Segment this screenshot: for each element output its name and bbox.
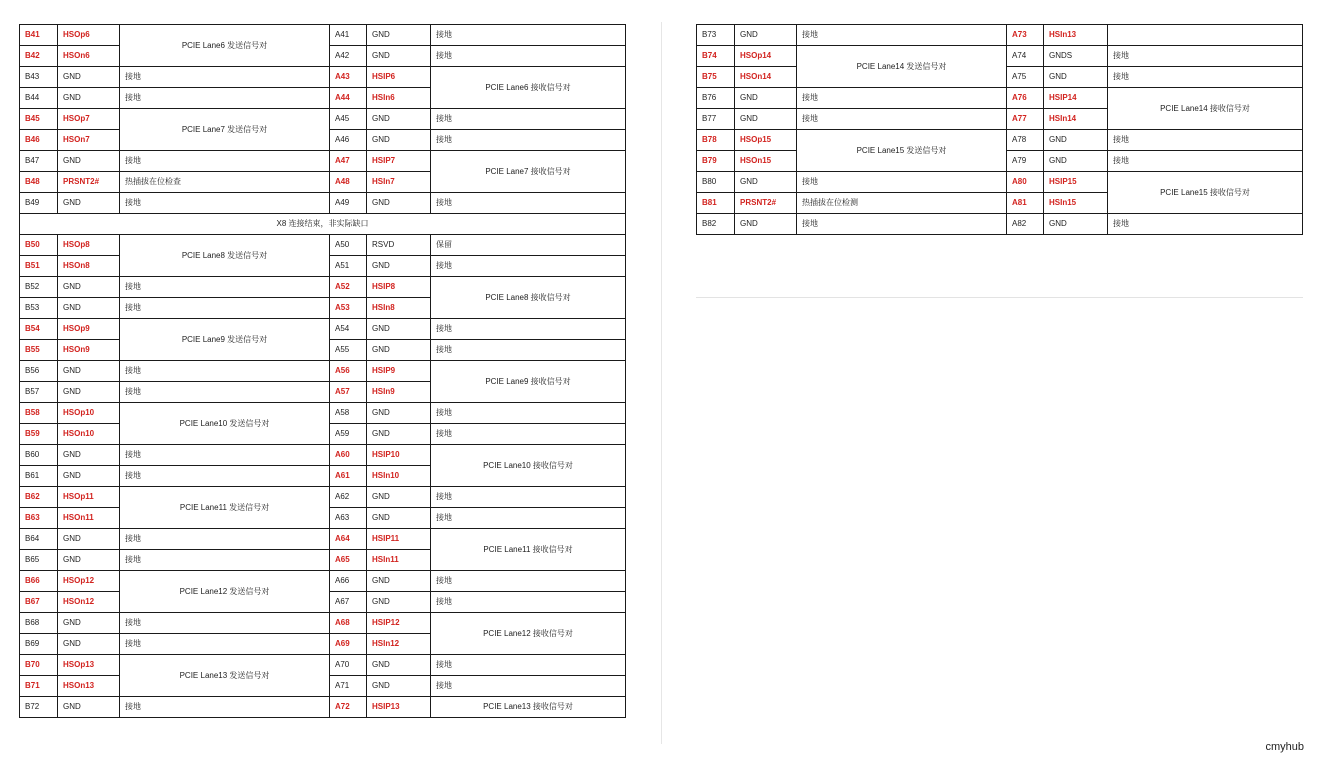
- table-cell: 接地: [431, 571, 626, 592]
- table-cell: B79: [697, 151, 735, 172]
- table-cell: B66: [20, 571, 58, 592]
- table-cell: A57: [330, 382, 367, 403]
- table-cell: 接地: [797, 25, 1007, 46]
- table-cell: A67: [330, 592, 367, 613]
- table-cell: HSOn10: [58, 424, 120, 445]
- table-row: [20, 403, 626, 424]
- pinout-table-left: [19, 24, 626, 718]
- table-cell: 接地: [797, 214, 1007, 235]
- table-cell: 接地: [1108, 130, 1303, 151]
- table-cell: B41: [20, 25, 58, 46]
- table-cell: GND: [58, 361, 120, 382]
- table-cell: 接地: [431, 655, 626, 676]
- table-row: [20, 193, 626, 214]
- table-cell: B64: [20, 529, 58, 550]
- table-cell: GND: [735, 88, 797, 109]
- table-cell: B55: [20, 340, 58, 361]
- table-cell: HSIP7: [367, 151, 431, 172]
- table-cell: A77: [1007, 109, 1044, 130]
- table-cell: GND: [367, 571, 431, 592]
- table-cell: A56: [330, 361, 367, 382]
- table-cell: A52: [330, 277, 367, 298]
- table-cell: B67: [20, 592, 58, 613]
- table-cell: 接地: [1108, 151, 1303, 172]
- table-cell: GND: [58, 88, 120, 109]
- table-row: [20, 487, 626, 508]
- table-cell: A42: [330, 46, 367, 67]
- table-cell: 接地: [431, 25, 626, 46]
- table-cell: GND: [58, 529, 120, 550]
- table-row: [20, 109, 626, 130]
- table-cell: GND: [367, 655, 431, 676]
- table-cell: GND: [367, 130, 431, 151]
- table-row: [20, 361, 626, 382]
- table-cell: B62: [20, 487, 58, 508]
- table-cell: GND: [367, 256, 431, 277]
- table-cell: A59: [330, 424, 367, 445]
- table-cell: B53: [20, 298, 58, 319]
- table-cell: B72: [20, 697, 58, 718]
- table-cell: A51: [330, 256, 367, 277]
- table-cell: HSIP12: [367, 613, 431, 634]
- table-cell: B46: [20, 130, 58, 151]
- page-divider: [661, 22, 662, 744]
- table-cell: B70: [20, 655, 58, 676]
- table-cell: GND: [367, 487, 431, 508]
- table-row: [20, 445, 626, 466]
- table-cell: GND: [1044, 214, 1108, 235]
- table-cell: B65: [20, 550, 58, 571]
- table-cell: 保留: [431, 235, 626, 256]
- table-cell: A60: [330, 445, 367, 466]
- table-cell: 接地: [431, 130, 626, 151]
- table-cell: HSIn11: [367, 550, 431, 571]
- table-row: [20, 214, 626, 235]
- table-cell: HSIP15: [1044, 172, 1108, 193]
- table-cell: HSOn6: [58, 46, 120, 67]
- table-cell: 接地: [120, 697, 330, 718]
- table-cell: A76: [1007, 88, 1044, 109]
- table-cell: 接地: [431, 508, 626, 529]
- table-cell: 接地: [797, 172, 1007, 193]
- table-cell: PCIE Lane14 接收信号对: [1108, 88, 1303, 130]
- table-row: [697, 46, 1303, 67]
- horizontal-rule: [696, 297, 1303, 298]
- table-cell: 接地: [120, 193, 330, 214]
- table-cell: PCIE Lane9 发送信号对: [120, 319, 330, 361]
- pinout-table-right: [696, 24, 1303, 235]
- table-cell: GND: [735, 25, 797, 46]
- table-cell: PCIE Lane12 发送信号对: [120, 571, 330, 613]
- table-cell: 接地: [1108, 67, 1303, 88]
- table-cell: B44: [20, 88, 58, 109]
- table-cell: A66: [330, 571, 367, 592]
- table-cell: GND: [1044, 67, 1108, 88]
- table-row: [20, 571, 626, 592]
- table-cell: HSIP10: [367, 445, 431, 466]
- table-cell: 接地: [431, 403, 626, 424]
- table-cell: GND: [367, 46, 431, 67]
- table-cell: GND: [735, 172, 797, 193]
- table-cell: 热插拔在位检测: [797, 193, 1007, 214]
- table-cell: HSOn15: [735, 151, 797, 172]
- table-cell: HSOp7: [58, 109, 120, 130]
- table-cell: A53: [330, 298, 367, 319]
- table-row: [20, 25, 626, 46]
- table-cell: HSIn14: [1044, 109, 1108, 130]
- table-cell: 接地: [431, 109, 626, 130]
- table-cell: A49: [330, 193, 367, 214]
- table-cell: HSOp14: [735, 46, 797, 67]
- table-cell: PCIE Lane13 发送信号对: [120, 655, 330, 697]
- table-cell: 接地: [120, 445, 330, 466]
- table-cell: B57: [20, 382, 58, 403]
- table-cell: GND: [367, 109, 431, 130]
- table-cell: PCIE Lane6 发送信号对: [120, 25, 330, 67]
- table-cell: B81: [697, 193, 735, 214]
- table-cell: GND: [367, 424, 431, 445]
- table-cell: GND: [58, 697, 120, 718]
- table-cell: HSOp9: [58, 319, 120, 340]
- table-cell: HSIn8: [367, 298, 431, 319]
- table-cell: GND: [367, 592, 431, 613]
- table-cell: HSOn9: [58, 340, 120, 361]
- table-cell: PCIE Lane14 发送信号对: [797, 46, 1007, 88]
- table-cell: GND: [367, 319, 431, 340]
- table-cell: A43: [330, 67, 367, 88]
- table-cell: PCIE Lane13 接收信号对: [431, 697, 626, 718]
- table-row: [697, 214, 1303, 235]
- table-cell: PCIE Lane11 接收信号对: [431, 529, 626, 571]
- table-cell: B76: [697, 88, 735, 109]
- table-cell: B68: [20, 613, 58, 634]
- table-cell: A58: [330, 403, 367, 424]
- table-cell: GND: [58, 445, 120, 466]
- table-cell: B61: [20, 466, 58, 487]
- table-cell: HSIP14: [1044, 88, 1108, 109]
- table-cell: 接地: [120, 529, 330, 550]
- table-cell: PCIE Lane10 发送信号对: [120, 403, 330, 445]
- table-cell: HSOp11: [58, 487, 120, 508]
- table-cell: 接地: [120, 466, 330, 487]
- table-cell: HSIP8: [367, 277, 431, 298]
- table-cell: B50: [20, 235, 58, 256]
- table-cell: HSIn10: [367, 466, 431, 487]
- table-cell: B74: [697, 46, 735, 67]
- table-cell: 接地: [120, 613, 330, 634]
- table-cell: HSOp15: [735, 130, 797, 151]
- table-cell: B69: [20, 634, 58, 655]
- table-cell: 接地: [431, 256, 626, 277]
- table-cell: HSOp10: [58, 403, 120, 424]
- table-cell: HSOp13: [58, 655, 120, 676]
- table-cell: HSIn15: [1044, 193, 1108, 214]
- table-cell: A80: [1007, 172, 1044, 193]
- table-cell: GND: [1044, 130, 1108, 151]
- table-row: [20, 697, 626, 718]
- table-cell: A82: [1007, 214, 1044, 235]
- table-cell: 接地: [120, 277, 330, 298]
- table-cell: B51: [20, 256, 58, 277]
- watermark: cmyhub: [1265, 741, 1304, 753]
- table-cell: B48: [20, 172, 58, 193]
- table-row: [20, 67, 626, 88]
- table-cell: A50: [330, 235, 367, 256]
- table-cell: A74: [1007, 46, 1044, 67]
- table-cell: B43: [20, 67, 58, 88]
- table-cell: GNDS: [1044, 46, 1108, 67]
- table-cell: A73: [1007, 25, 1044, 46]
- table-cell: A69: [330, 634, 367, 655]
- table-cell: GND: [367, 340, 431, 361]
- table-cell: PCIE Lane8 发送信号对: [120, 235, 330, 277]
- table-cell: PCIE Lane7 接收信号对: [431, 151, 626, 193]
- table-cell: 接地: [431, 340, 626, 361]
- table-cell: RSVD: [367, 235, 431, 256]
- table-cell: 接地: [431, 46, 626, 67]
- table-cell: HSIn9: [367, 382, 431, 403]
- table-cell: GND: [58, 613, 120, 634]
- table-cell: 接地: [120, 151, 330, 172]
- table-cell: GND: [58, 151, 120, 172]
- table-cell: HSIP13: [367, 697, 431, 718]
- table-cell: 接地: [1108, 214, 1303, 235]
- table-cell: A41: [330, 25, 367, 46]
- table-cell: PCIE Lane9 接收信号对: [431, 361, 626, 403]
- table-cell: B73: [697, 25, 735, 46]
- table-cell: 接地: [431, 319, 626, 340]
- table-cell: A75: [1007, 67, 1044, 88]
- table-cell: PCIE Lane8 接收信号对: [431, 277, 626, 319]
- table-cell: PRSNT2#: [735, 193, 797, 214]
- table-cell: HSOn7: [58, 130, 120, 151]
- table-cell: HSIn7: [367, 172, 431, 193]
- table-row: [20, 655, 626, 676]
- table-cell: HSIn6: [367, 88, 431, 109]
- table-cell: HSIP9: [367, 361, 431, 382]
- table-cell: HSIn12: [367, 634, 431, 655]
- table-cell: A46: [330, 130, 367, 151]
- table-cell: GND: [367, 508, 431, 529]
- pinout-table-left-body: [20, 25, 626, 718]
- table-row: [697, 172, 1303, 193]
- table-cell: B54: [20, 319, 58, 340]
- table-cell: A70: [330, 655, 367, 676]
- table-cell: B42: [20, 46, 58, 67]
- table-cell: B59: [20, 424, 58, 445]
- table-cell: B71: [20, 676, 58, 697]
- table-cell: B78: [697, 130, 735, 151]
- table-cell: GND: [367, 676, 431, 697]
- pinout-table-right-body: [697, 25, 1303, 235]
- table-cell: B49: [20, 193, 58, 214]
- table-cell: HSIn13: [1044, 25, 1108, 46]
- table-cell: PCIE Lane6 接收信号对: [431, 67, 626, 109]
- table-cell: 接地: [797, 109, 1007, 130]
- table-cell: A45: [330, 109, 367, 130]
- table-row: [697, 88, 1303, 109]
- table-cell: PCIE Lane11 发送信号对: [120, 487, 330, 529]
- table-cell: 接地: [120, 88, 330, 109]
- table-cell: GND: [58, 634, 120, 655]
- table-cell: 接地: [120, 298, 330, 319]
- table-cell: GND: [58, 298, 120, 319]
- table-cell: PCIE Lane7 发送信号对: [120, 109, 330, 151]
- table-cell: GND: [58, 277, 120, 298]
- table-cell: B77: [697, 109, 735, 130]
- table-cell: GND: [367, 193, 431, 214]
- table-cell: A79: [1007, 151, 1044, 172]
- table-cell: HSOp6: [58, 25, 120, 46]
- table-cell: X8 连接结束，非实际缺口: [20, 214, 626, 235]
- table-cell: GND: [58, 466, 120, 487]
- table-cell: HSOp12: [58, 571, 120, 592]
- table-cell: 接地: [431, 193, 626, 214]
- table-cell: B75: [697, 67, 735, 88]
- table-row: [20, 277, 626, 298]
- table-cell: HSOp8: [58, 235, 120, 256]
- table-cell: A61: [330, 466, 367, 487]
- table-cell: PCIE Lane10 接收信号对: [431, 445, 626, 487]
- table-cell: B80: [697, 172, 735, 193]
- table-row: [697, 130, 1303, 151]
- table-cell: GND: [58, 382, 120, 403]
- table-cell: 接地: [797, 88, 1007, 109]
- table-cell: A65: [330, 550, 367, 571]
- table-cell: HSIP6: [367, 67, 431, 88]
- table-cell: HSOn14: [735, 67, 797, 88]
- table-cell: [1108, 25, 1303, 46]
- table-row: [20, 319, 626, 340]
- table-cell: 接地: [120, 67, 330, 88]
- table-cell: PRSNT2#: [58, 172, 120, 193]
- table-cell: PCIE Lane15 接收信号对: [1108, 172, 1303, 214]
- table-row: [697, 25, 1303, 46]
- table-cell: B47: [20, 151, 58, 172]
- table-cell: A63: [330, 508, 367, 529]
- table-cell: GND: [58, 193, 120, 214]
- table-cell: GND: [58, 550, 120, 571]
- table-cell: A48: [330, 172, 367, 193]
- table-cell: HSOn13: [58, 676, 120, 697]
- table-cell: GND: [58, 67, 120, 88]
- table-cell: B52: [20, 277, 58, 298]
- table-cell: 接地: [431, 676, 626, 697]
- table-cell: HSIP11: [367, 529, 431, 550]
- table-cell: 接地: [1108, 46, 1303, 67]
- table-cell: A78: [1007, 130, 1044, 151]
- table-cell: A44: [330, 88, 367, 109]
- table-cell: GND: [1044, 151, 1108, 172]
- table-cell: B63: [20, 508, 58, 529]
- table-cell: GND: [735, 214, 797, 235]
- table-cell: PCIE Lane15 发送信号对: [797, 130, 1007, 172]
- table-cell: 接地: [120, 550, 330, 571]
- table-cell: A54: [330, 319, 367, 340]
- table-cell: 接地: [120, 361, 330, 382]
- table-cell: A64: [330, 529, 367, 550]
- table-cell: A55: [330, 340, 367, 361]
- table-cell: A71: [330, 676, 367, 697]
- table-cell: 接地: [120, 382, 330, 403]
- table-cell: B56: [20, 361, 58, 382]
- table-cell: HSOn12: [58, 592, 120, 613]
- table-cell: GND: [735, 109, 797, 130]
- table-cell: GND: [367, 403, 431, 424]
- table-cell: HSOn8: [58, 256, 120, 277]
- table-row: [20, 529, 626, 550]
- table-cell: B82: [697, 214, 735, 235]
- table-cell: B58: [20, 403, 58, 424]
- table-cell: 接地: [431, 424, 626, 445]
- table-cell: B45: [20, 109, 58, 130]
- table-row: [20, 613, 626, 634]
- table-cell: 接地: [431, 487, 626, 508]
- table-cell: 接地: [120, 634, 330, 655]
- table-cell: A62: [330, 487, 367, 508]
- table-cell: A47: [330, 151, 367, 172]
- table-cell: A81: [1007, 193, 1044, 214]
- table-cell: 接地: [431, 592, 626, 613]
- table-row: [20, 235, 626, 256]
- table-cell: GND: [367, 25, 431, 46]
- table-cell: A72: [330, 697, 367, 718]
- table-cell: B60: [20, 445, 58, 466]
- table-cell: A68: [330, 613, 367, 634]
- table-cell: HSOn11: [58, 508, 120, 529]
- table-cell: 热插拔在位检查: [120, 172, 330, 193]
- table-cell: PCIE Lane12 接收信号对: [431, 613, 626, 655]
- table-row: [20, 151, 626, 172]
